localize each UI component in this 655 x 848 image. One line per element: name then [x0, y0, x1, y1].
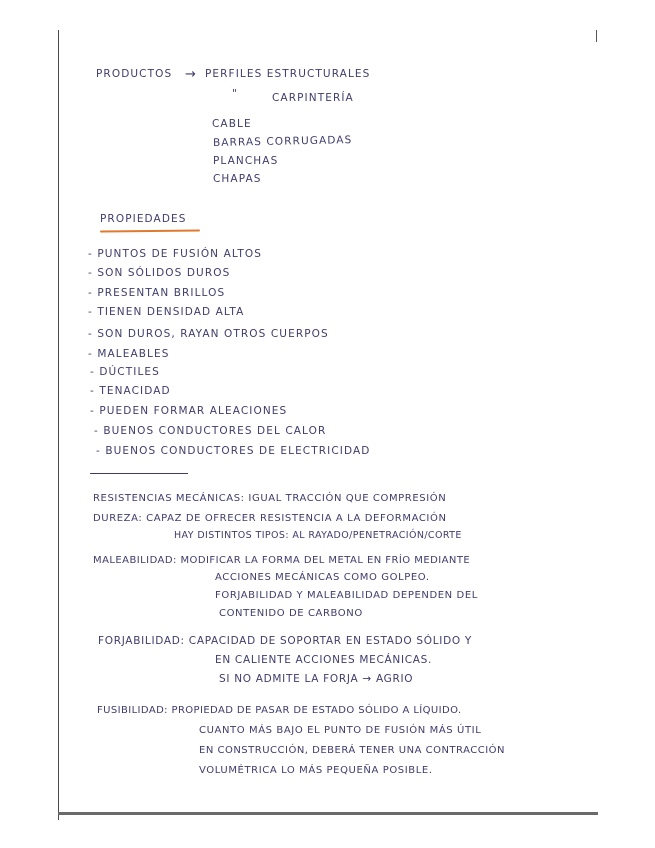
- fusibilidad-line: CUANTO MÁS BAJO EL PUNTO DE FUSIÓN MÁS ÚTIL: [199, 725, 482, 736]
- page-bottom-edge: [58, 812, 598, 815]
- resistencias-line: RESISTENCIAS MECÁNICAS: IGUAL TRACCIÓN QUE COMPRESIÓN: [93, 493, 447, 504]
- perfiles-estructurales: PERFILES ESTRUCTURALES: [205, 68, 371, 80]
- fusibilidad-line: FUSIBILIDAD: PROPIEDAD DE PASAR DE ESTADO SÓLIDO A LÍQUIDO.: [97, 705, 462, 716]
- fusibilidad-line: VOLUMÉTRICA LO MÁS PEQUEÑA POSIBLE.: [199, 765, 433, 776]
- page-corner-mark: [596, 30, 597, 42]
- dureza-line: DUREZA: CAPAZ DE OFRECER RESISTENCIA A LA DEFORMACIÓN: [93, 513, 447, 524]
- maleabilidad-line: MALEABILIDAD: MODIFICAR LA FORMA DEL METAL EN FRÍO MEDIANTE: [93, 555, 471, 566]
- propiedad-item: - PUEDEN FORMAR ALEACIONES: [90, 405, 288, 417]
- forjabilidad-line: EN CALIENTE ACCIONES MECÁNICAS.: [215, 654, 433, 666]
- propiedad-item: - SON SÓLIDOS DUROS: [88, 267, 231, 279]
- producto-item: CABLE: [212, 118, 252, 130]
- propiedad-item: - SON DUROS, RAYAN OTROS CUERPOS: [88, 328, 329, 340]
- ditto-mark: ": [232, 88, 238, 100]
- maleabilidad-line: FORJABILIDAD Y MALEABILIDAD DEPENDEN DEL: [215, 590, 478, 601]
- maleabilidad-line: ACCIONES MECÁNICAS COMO GOLPEO.: [215, 572, 430, 583]
- forjabilidad-line: FORJABILIDAD: CAPACIDAD DE SOPORTAR EN ESTADO SÓLIDO Y: [98, 635, 472, 647]
- section-divider: [90, 473, 188, 474]
- dureza-line: HAY DISTINTOS TIPOS: AL RAYADO/PENETRACIÓN/CORTE: [174, 530, 462, 541]
- propiedad-item: - BUENOS CONDUCTORES DEL CALOR: [94, 425, 327, 437]
- propiedad-item: - TENACIDAD: [90, 385, 171, 397]
- propiedad-item: - DÚCTILES: [90, 366, 160, 378]
- propiedad-item: - MALEABLES: [88, 348, 170, 360]
- maleabilidad-line: CONTENIDO DE CARBONO: [219, 608, 363, 619]
- propiedad-item: - PUNTOS DE FUSIÓN ALTOS: [88, 248, 263, 260]
- producto-item: BARRAS CORRUGADAS: [212, 134, 353, 149]
- propiedades-heading: PROPIEDADES: [100, 213, 187, 225]
- propiedad-item: - PRESENTAN BRILLOS: [88, 287, 226, 299]
- propiedad-item: - BUENOS CONDUCTORES DE ELECTRICIDAD: [96, 445, 371, 457]
- fusibilidad-line: EN CONSTRUCCIÓN, DEBERÁ TENER UNA CONTRACCIÓN: [199, 745, 506, 756]
- producto-item: PLANCHAS: [213, 155, 279, 167]
- propiedad-item: - TIENEN DENSIDAD ALTA: [88, 306, 245, 318]
- forjabilidad-line: SI NO ADMITE LA FORJA → AGRIO: [219, 673, 414, 685]
- carpinteria: CARPINTERÍA: [272, 92, 354, 104]
- productos-label: PRODUCTOS: [96, 68, 173, 80]
- producto-item: CHAPAS: [213, 173, 262, 185]
- arrow-icon: →: [185, 67, 197, 82]
